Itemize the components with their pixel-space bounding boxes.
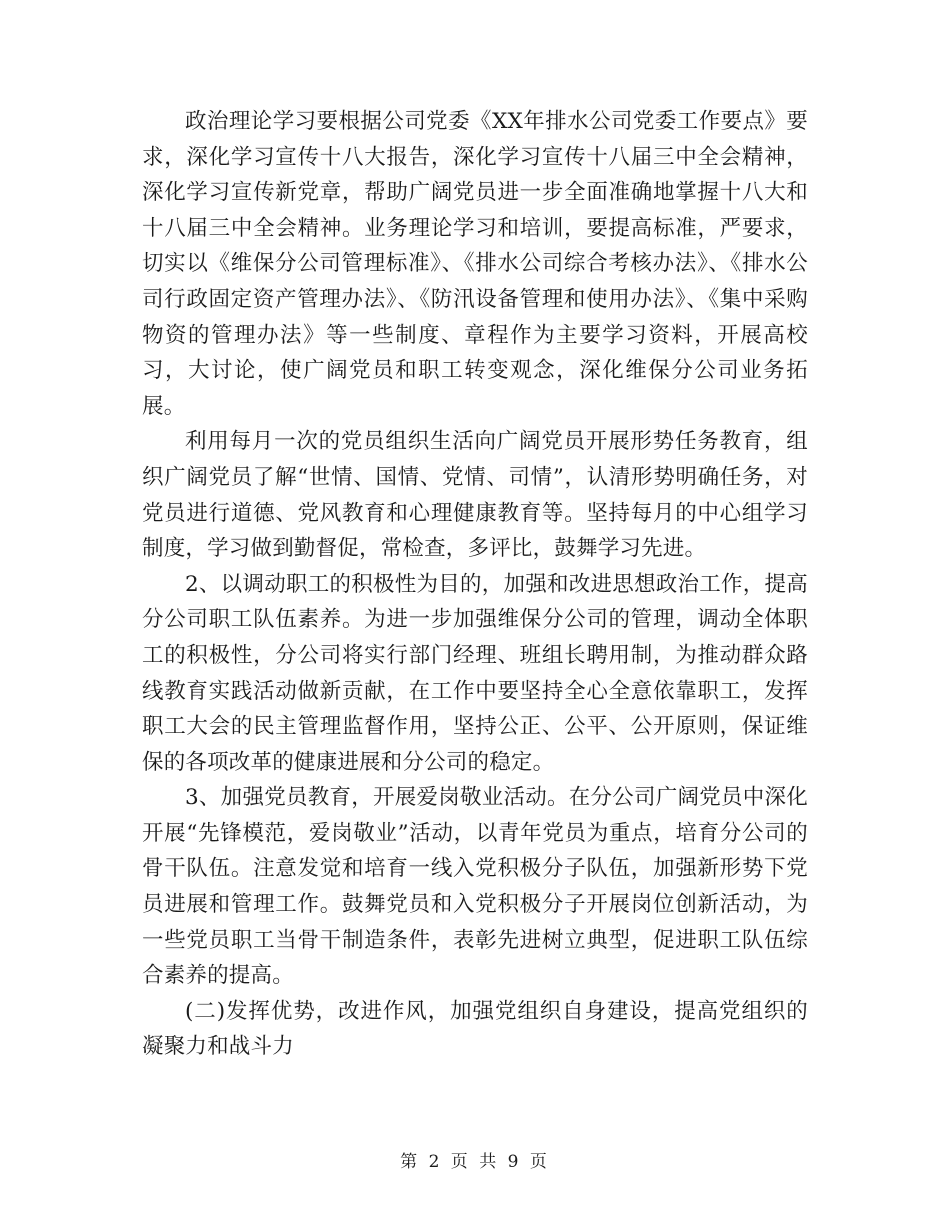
paragraph-item-2-ideological-work: 2、以调动职工的积极性为目的，加强和改进思想政治工作，提高分公司职工队伍素养。为进一步加强维保分公司的管理，调动全体职工的积极性，分公司将实行部门经理、班组长聘用制，为推动群众路线教育实践活动做新贡献，在工作中要坚持全心全意依靠职工，发挥职工大会的民主管理监督作用，坚持公正、公平、公开原则，保证维保的各项改革的健康进展和分公司的稳定。 xyxy=(142,571,808,775)
page-number-footer: 第 2 页 共 9 页 xyxy=(400,1152,550,1172)
paragraph-monthly-party-life: 利用每月一次的党员组织生活向广阔党员开展形势任务教育，组织广阔党员了解“世情、国情、党情、司情”，认清形势明确任务，对党员进行道德、党风教育和心理健康教育等。坚持每月的中心组学习制度，学习做到勤督促，常检查，多评比，鼓舞学习先进。 xyxy=(142,429,808,562)
paragraph-political-theory-study: 政治理论学习要根据公司党委《XX年排水公司党委工作要点》要求，深化学习宣传十八大报告，深化学习宣传十八届三中全会精神，深化学习宣传新党章，帮助广阔党员进一步全面准确地掌握十八大和十八届三中全会精神。业务理论学习和培训，要提高标准，严要求，切实以《维保分公司管理标准》、《排水公司综合考核办法》、《排水公司行政固定资产管理办法》、《防汛设备管理和使用办法》、《集中采购物资的管理办法》等一些制度、章程作为主要学习资料，开展高校习，大讨论，使广阔党员和职工转变观念，深化维保分公司业务拓展。 xyxy=(142,109,808,419)
paragraph-section-2-heading: (二)发挥优势，改进作风，加强党组织自身建设，提高党组织的凝聚力和战斗力 xyxy=(142,998,808,1060)
document-page xyxy=(142,104,808,1065)
paragraph-item-3-party-member-education: 3、加强党员教育，开展爱岗敬业活动。在分公司广阔党员中深化开展“先锋模范，爱岗敬业”活动，以青年党员为重点，培育分公司的骨干队伍。注意发觉和培育一线入党积极分子队伍，加强新形势下党员进展和管理工作。鼓舞党员和入党积极分子开展岗位创新活动，为一些党员职工当骨干制造条件，表彰先进树立典型，促进职工队伍综合素养的提高。 xyxy=(142,785,808,989)
